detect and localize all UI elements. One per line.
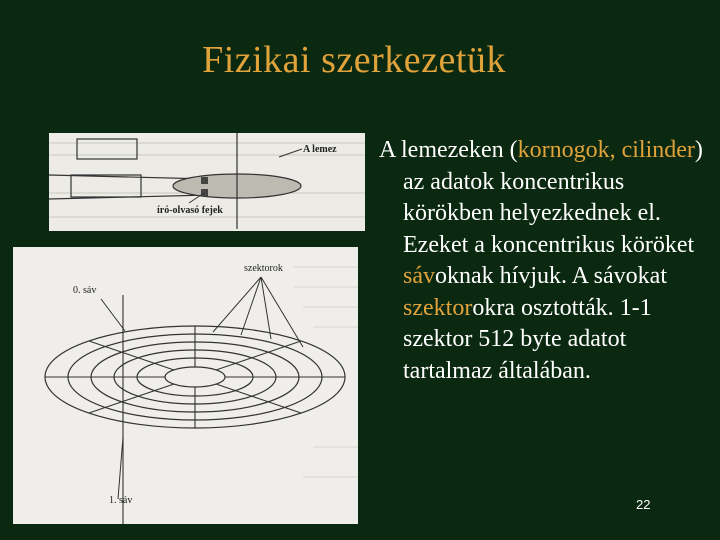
body-paragraph	[379, 135, 709, 387]
body-text-segment: okra osztották. 1-1 szektor 512 byte adatot tartalmaz általában.	[403, 294, 652, 384]
platter-diagram	[49, 133, 365, 231]
body-text-segment: ) az adatok koncentrikus körökben helyezkednek el. Ezeket a koncentrikus köröket	[403, 137, 703, 258]
highlighted-term: szektor	[403, 294, 473, 321]
highlighted-term: kornogok,	[517, 137, 616, 163]
head-label: író-olvasó fejek	[157, 205, 223, 216]
slide-title: Fizikai szerkezetük	[202, 39, 506, 81]
page-number: 22	[636, 497, 651, 512]
platter-label: A lemez	[303, 144, 337, 155]
highlighted-term: sáv	[403, 263, 435, 289]
sectors-label: szektorok	[244, 263, 283, 274]
highlighted-term: cilinder	[621, 137, 695, 163]
body-text-segment: oknak hívjuk. A sávokat	[435, 263, 667, 289]
track1-label: 1. sáv	[109, 495, 133, 506]
body-text	[379, 135, 709, 387]
tracks-sectors-drawing	[13, 247, 358, 524]
tracks-sectors-diagram	[13, 247, 358, 524]
track0-label: 0. sáv	[73, 285, 97, 296]
body-text-segment: A lemezeken (	[379, 137, 518, 163]
